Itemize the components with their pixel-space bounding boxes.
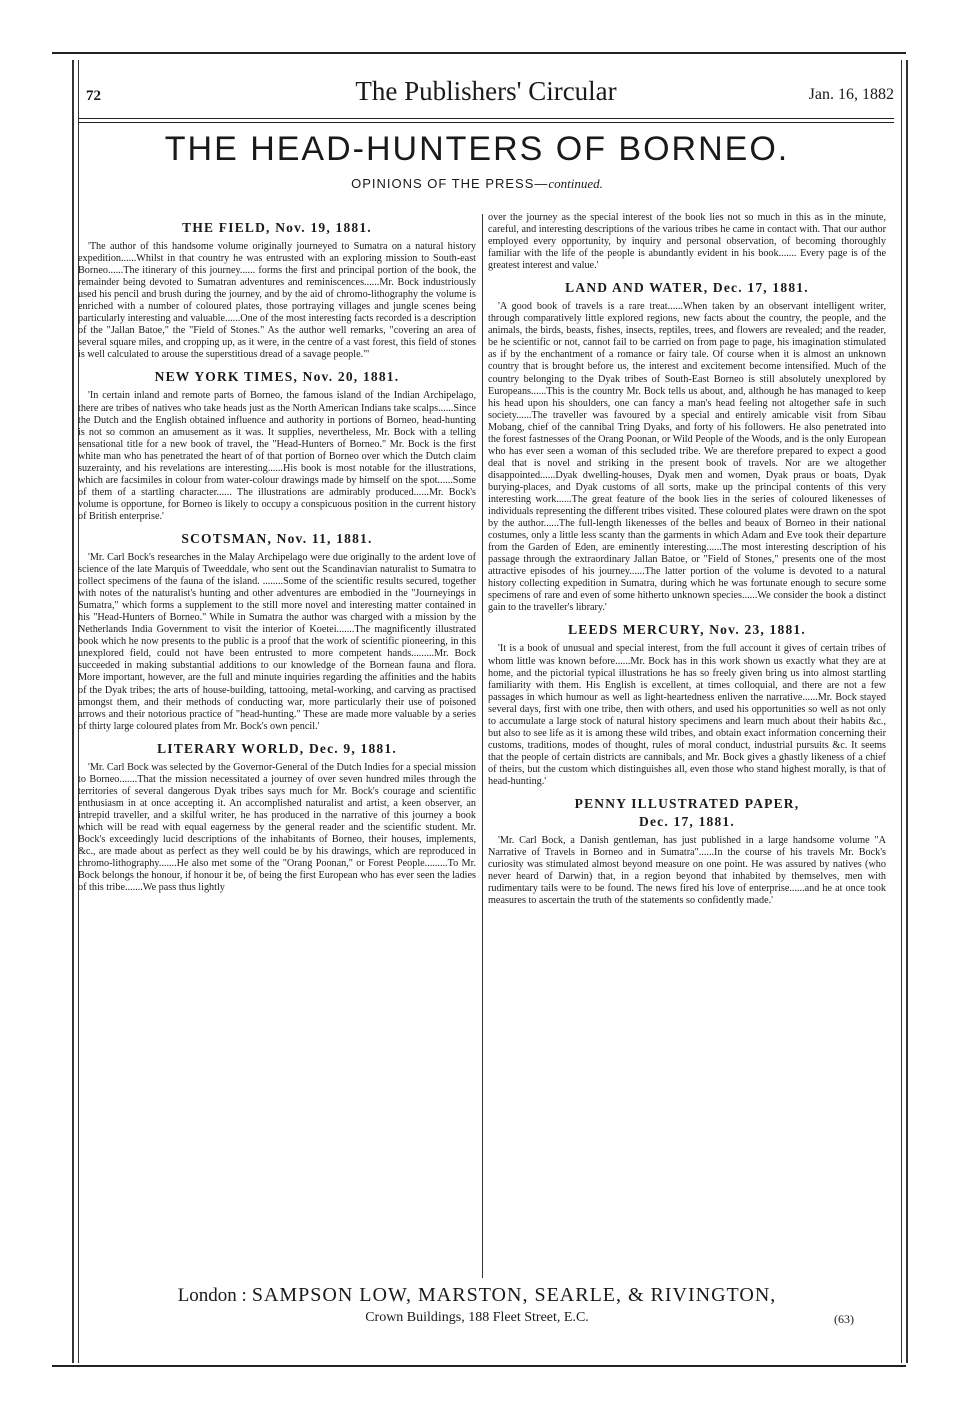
subtitle-text: OPINIONS OF THE PRESS— — [351, 176, 549, 191]
imprint-publisher: SAMPSON LOW, MARSTON, SEARLE, & RIVINGTON, — [251, 1284, 777, 1306]
column-divider — [482, 214, 483, 1278]
header-rule — [78, 118, 894, 119]
imprint-line — [60, 1284, 894, 1307]
left-column — [78, 212, 476, 1280]
publication-title: The Publishers' Circular — [355, 76, 617, 106]
review-heading-field: THE FIELD, Nov. 19, 1881. — [182, 220, 372, 235]
page — [60, 42, 894, 1350]
issue-date: Jan. 16, 1882 — [808, 86, 894, 103]
review-heading-land-water: LAND AND WATER, Dec. 17, 1881. — [565, 280, 809, 296]
imprint-address: Crown Buildings, 188 Fleet Street, E.C. — [365, 1310, 589, 1325]
review-heading-leeds: LEEDS MERCURY, Nov. 23, 1881. — [568, 622, 806, 638]
review-text-scotsman: 'Mr. Carl Bock's researches in the Malay Archipelago were due originally to the ardent love of science of the late Marquis of Tweeddale, who sent out the Scandinavian naturalist to Sumatra to collect specimens of the fauna of the island. ........Some of the scientific results secured, together with notes of the naturalist's hunting and other adventures are embodied in the "Journeyings in Sumatra," which forms a supplement to the still more novel and interesting matter contained in his "Head-Hunters of Borneo." While in Sumatra the author was charged with a mission by the Netherlands India Government to visit the interior of Koetei.......The magnificently illustrated book which he now presents to the public is a proof that the work of scientific pioneering, in this unexplored field, could not have been entrusted to more competent hands.........Mr. Bock succeeded in making substantial additions to our knowledge of the Bornean fauna and flora. More important, however, are the full and minute inquiries regarding the affinities and the habits of the Dyak tribes; the arts of house-building, tattooing, metal-working, and carving as practised amongst them, and their methods of conducting war, more particularly their use of poisoned arrows and their notorious practice of "head-hunting." These are made more valuable by a series of thirty large coloured plates from Mr. Bock's own pencil.' — [78, 551, 476, 732]
review-text-nyt: 'In certain inland and remote parts of Borneo, the famous island of the Indian Archipelago, there are tribes of natives who take heads just as the North American Indians take scalps......Since the Dutch and the English obtained influence and authority in portions of Borneo, head-hunting is not so common an amusement as it was. It supplies, nevertheless, Mr. Bock with a telling sensational title for a new book of travel, the "Head-Hunters of Borneo." Mr. Bock is the first white man who has penetrated the heart of of that portion of Borneo over which the Dutch claim suzerainty, and his revelations are interesting......His book is most notable for the illustrations, which are facsimiles in colour from water-colour drawings made by himself on the spot......Some of them of a startling character...... The illustrations are admirably produced......Mr. Bock's volume is opportune, for Borneo is likely to occupy a conspicuous position in the current history of British enterprise.' — [78, 390, 476, 522]
review-text-penny: 'Mr. Carl Bock, a Danish gentleman, has just published in a large handsome volume "A Narrative of Travels in Borneo and in Sumatra"......In the course of his travels Mr. Bock's curiosity was stimulated almost beyond measure on one point. He was assured by natives (who never heard of Darwin) that, in a region beyond that inhabited by themselves, men with rudimentary tails were to be found. The news fired his love of enterprise......and he at once took measures to ascertain the truth of the statements so confidently made.' — [488, 835, 886, 907]
right-column — [488, 212, 886, 1280]
article-subtitle — [60, 176, 894, 192]
review-text-field: 'The author of this handsome volume originally journeyed to Sumatra on a natural history expedition......Whilst in that country he was entrusted with an exploring mission to South-east Borneo......The itinerary of this journey...... forms the first and principal portion of the book, the remainder being devoted to Sumatran adventures and reminiscences......Mr. Bock industriously used his pencil and brush during the journey, and by the aid of chromo-lithography the volume is enriched with a number of coloured plates, those portraying villages and jungle scenes being particularly interesting and valuable......One of the most interesting facts recorded is a description of the "Jallan Batoe," the "Field of Stones." As the author well remarks, "covering an area of several square miles, and cropping up, as it were, in the centre of a vast forest, this field of stones is well calculated to arouse the superstitious dread of a savage people."' — [78, 241, 476, 361]
review-subheading-penny: Dec. 17, 1881. — [639, 814, 735, 830]
review-heading-nyt: NEW YORK TIMES, Nov. 20, 1881. — [154, 369, 400, 385]
review-text-literary-world: 'Mr. Carl Bock was selected by the Governor-General of the Dutch Indies for a special mission to Borneo.......That the mission necessitated a journey of over seven hundred miles through the territories of several dangerous Dyak tribes says much for Mr. Bock's courage and scientific enthusiasm in at once accepting it. An accomplished naturalist and artist, a keen observer, an intrepid traveller, and a skilful writer, he has produced in the narrative of this journey a book which will be read with equal eagerness by the general reader and the scientific student. Mr. Bock's exceedingly lucid descriptions of the inhabitants of Borneo, their houses, implements, &c., are made about as perfect as they well could be by his drawings, which are reproduced in chromo-lithography.......He also met some of the "Orang Poonan," or Forest People.........To Mr. Bock belongs the honour, if honour it be, of being the first European who has ever seen the ladies of this tribe.......We pass thus lightly — [78, 761, 476, 894]
header-rule-double — [78, 122, 894, 123]
imprint-footer — [60, 1284, 894, 1350]
review-text-continued: over the journey as the special interest of the book lies not so much in this as in the minute, careful, and interesting descriptions of the various tribes he came in contact with. That our author employed every opportunity, by inquiry and personal observation, of becoming thoroughly familiar with the life of the people is abundantly evident in his book....... Every page is of the greatest interest and value.' — [488, 212, 886, 272]
review-text-leeds: 'It is a book of unusual and special interest, from the full account it gives of certain tribes of whom little was known before......Mr. Bock has in this work shown us exactly what they are at home, and the pictorial typical illustrations he has so freely given bring us into almost startling familiarity with them. His English is excellent, at times colloquial, and there are not a few passages in which humour as well as light-heartedness enliven the narrative......Mr. Bock stayed several days, first with one tribe, then with others, and used his opportunities so well as not only to accumulate a large stock of natural history specimens and learn much about their habits &c., but also to see life as it is among these wild tribes, and obtain exact information concerning their customs, traditions, modes of thought, rules of moral conduct, industrial pursuits &c. It seems that the people of certain districts are cannibals, and Mr. Bock gives a ghastly likeness of a chief of theirs, but the custom which distinguishes all, even those who stand highest morally, is that of head-hunting.' — [488, 643, 886, 787]
review-text-land-water: 'A good book of travels is a rare treat......When taken by an observant intelligent writer, through comparatively little explored regions, new facts about the country, the people, and the animals, the birds, beasts, fishes, insects, reptiles, trees, and flowers are revealed; and the reader, be he scientific or not, cannot fail to be carried on from page to page, his imagination stimulated as if by the enchantment of a romance or fairy tale. Of course when it is almost an unknown country that is brought before us, the interest and excitement become intensified. Much of the country belonging to the Dyak tribes of South-East Borneo is still absolutely unexplored by Europeans......This is the country Mr. Bock tells us about, and, although he has managed to keep his head upon his shoulders, one can fancy a man's head feeling not altogether safe in such society......The traveller was favoured by a special and entirely amicable visit from Sibau Mobang, chief of the cannibal Tring Dyaks, and forty of his followers. He also penetrated into the forest fastnesses of the Orang Poonan, or Wild People of the Woods, and is the only European who has ever seen a woman of this secluded tribe. We are therefore prepared to expect a good deal that is novel and striking in the present book of travels. Nor are we altogether disappointed......Dyak dwelling-houses, Dyak men and women, Dyak praus or boats, Dyak burying-places, and Dyak customs of all sorts, make up the principal contents of this very interesting work......The great feature of the book lies in the series of coloured likenesses of individuals representing the different tribes visited. These coloured plates were drawn on the spot by the author......The full-length likenesses of the belles and beaux of Borneo in their national costumes, only a little less scanty than the garments in which Adam and Eve took their departure from the Garden of Eden, are eminently interesting......The most interesting description of his passage through the extraordinary Jallan Batoe, or "Field of Stones," presents one of the most attractive episodes of his journey......The latter portion of the volume is devoted to a natural history collecting expedition in Sumatra, during which he was fortunate enough to secure some specimens of rare and even of some hitherto unknown species......We consider the book a distinct gain to the traveller's library.' — [488, 301, 886, 614]
imprint-code: (63) — [834, 1312, 854, 1326]
bottom-border-rule — [52, 1365, 906, 1367]
right-border-line — [906, 60, 908, 1363]
review-heading-penny: PENNY ILLUSTRATED PAPER, — [574, 796, 800, 812]
right-border-line-inner — [901, 60, 902, 1363]
imprint-prefix: London : — [177, 1285, 247, 1306]
review-heading-scotsman: SCOTSMAN, Nov. 11, 1881. — [181, 530, 373, 546]
running-header — [78, 76, 894, 110]
page-number: 72 — [86, 88, 101, 104]
review-heading-literary-world: LITERARY WORLD, Dec. 9, 1881. — [157, 740, 397, 756]
subtitle-italic: continued. — [548, 176, 603, 191]
article-title: THE HEAD-HUNTERS OF BORNEO. — [164, 130, 790, 168]
